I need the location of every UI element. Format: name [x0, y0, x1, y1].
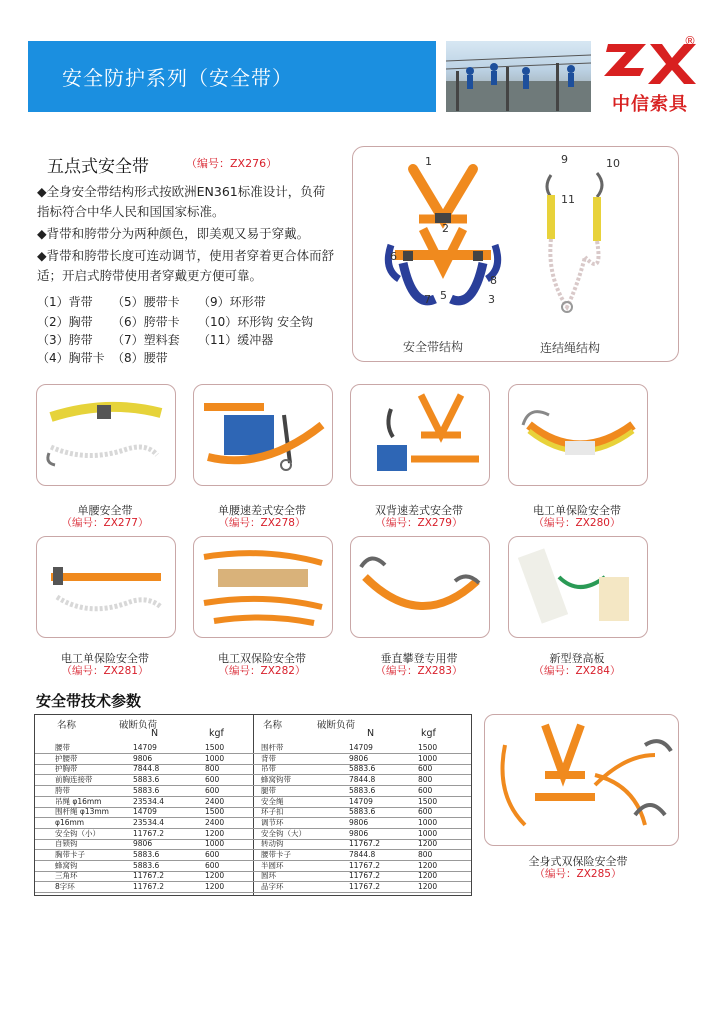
- table-cell-kgf: 1000: [418, 828, 438, 838]
- part-item: （6）胯带卡: [112, 315, 180, 329]
- product-name: 双背速差式安全带: [375, 504, 463, 517]
- page-title: 安全防护系列（安全带）: [62, 66, 293, 90]
- callout-label: 7: [424, 293, 431, 306]
- product-image-card: [350, 384, 490, 486]
- table-cell-kgf: 1000: [205, 839, 225, 849]
- table-cell-kgf: 600: [418, 807, 433, 817]
- spec-table: [34, 714, 472, 896]
- table-cell-name: 胸带卡子: [55, 850, 85, 859]
- table-cell-kgf: 2400: [205, 817, 225, 827]
- table-cell-kgf: 800: [418, 850, 433, 859]
- table-cell-kgf: 1500: [205, 743, 225, 752]
- table-cell-kgf: 1200: [418, 882, 438, 892]
- table-cell-kgf: 600: [418, 764, 433, 774]
- table-cell-kgf: 1200: [418, 871, 438, 881]
- table-cell-name: 圆环: [261, 871, 276, 881]
- table-header-load: 破断负荷: [317, 720, 356, 731]
- table-cell-name: 调节环: [261, 817, 284, 827]
- table-row: [35, 818, 471, 829]
- table-cell-kgf: 1200: [418, 839, 438, 849]
- table-cell-n: 5883.6: [133, 785, 160, 795]
- product-name: 单腰安全带: [77, 504, 133, 517]
- table-cell-kgf: 800: [418, 775, 433, 785]
- table-cell-n: 9806: [133, 753, 153, 763]
- table-cell-n: 11767.2: [133, 871, 165, 881]
- table-row: [35, 871, 471, 882]
- part-item: （8）腰带: [112, 351, 168, 365]
- table-cell-name: 半圆环: [261, 860, 284, 870]
- product-image-card: [193, 384, 333, 486]
- table-cell-n: 9806: [133, 839, 153, 849]
- table-cell-name: 蜂窝钩带: [261, 775, 291, 785]
- table-cell-name: 胯带: [55, 785, 70, 795]
- product-name: 单腰速差式安全带: [218, 504, 306, 517]
- table-header-name: 名称: [263, 720, 283, 731]
- product-code: （编号：ZX284）: [533, 665, 621, 677]
- table-cell-n: 7844.8: [349, 850, 376, 859]
- callout-label: 11: [561, 193, 575, 206]
- part-item: （2）胸带: [37, 315, 93, 329]
- table-cell-n: 23534.4: [133, 817, 165, 827]
- part-item: （3）胯带: [37, 333, 93, 347]
- callout-label: 5: [440, 289, 447, 302]
- table-row: [35, 797, 471, 808]
- part-item: （5）腰带卡: [112, 295, 180, 309]
- table-cell-n: 9806: [349, 753, 369, 763]
- table-cell-kgf: 1200: [205, 871, 225, 881]
- table-row: [35, 807, 471, 818]
- feature-paragraph: ◆背带和胯带长度可连动调节，使用者穿着更合体而舒适；开启式胯带使用者穿戴更方便可靠。: [37, 248, 335, 283]
- featured-image-card: [484, 714, 679, 846]
- table-cell-n: 11767.2: [349, 860, 381, 870]
- product-code: （编号：ZX283）: [375, 665, 463, 677]
- table-cell-name: φ16mm: [55, 817, 85, 827]
- product-image-card: [508, 536, 648, 638]
- part-item: （9）环形带: [198, 295, 266, 309]
- table-cell-n: 5883.6: [133, 860, 160, 870]
- table-header-kgf: kgf: [209, 728, 224, 739]
- product-code: （编号：ZX279）: [375, 517, 463, 529]
- table-cell-name: 腰带: [55, 743, 70, 752]
- table-cell-name: 吊绳 φ16mm: [55, 796, 102, 806]
- product-name: 电工单保险安全带: [533, 504, 621, 517]
- table-cell-kgf: 2400: [205, 796, 225, 806]
- product-name: 垂直攀登专用带: [380, 652, 458, 665]
- callout-label: 3: [488, 293, 495, 306]
- table-cell-n: 9806: [349, 817, 369, 827]
- table-cell-name: 安全钩（大）: [261, 828, 306, 838]
- table-row: [35, 775, 471, 786]
- table-cell-n: 11767.2: [133, 828, 165, 838]
- part-item: （7）塑料套: [112, 333, 180, 347]
- callout-label: 2: [442, 222, 449, 235]
- product-code: （编号：ZX281）: [61, 665, 149, 677]
- table-cell-name: 环子扣: [261, 807, 284, 817]
- table-cell-n: 7844.8: [133, 764, 160, 774]
- table-cell-name: 护腰带: [55, 753, 78, 763]
- table-row: [35, 754, 471, 765]
- part-item: （1）背带: [37, 295, 93, 309]
- table-row: [35, 850, 471, 861]
- structure-panel: [352, 146, 679, 362]
- table-cell-n: 14709: [133, 743, 157, 752]
- table-title: 安全带技术参数: [36, 692, 142, 710]
- table-row: [35, 786, 471, 797]
- table-cell-n: 7844.8: [349, 775, 376, 785]
- table-cell-kgf: 600: [418, 785, 433, 795]
- table-cell-n: 5883.6: [133, 850, 160, 859]
- table-cell-kgf: 1200: [205, 828, 225, 838]
- table-cell-name: 腿带: [261, 785, 276, 795]
- product-code: （编号：ZX282）: [218, 665, 306, 677]
- table-cell-n: 9806: [349, 828, 369, 838]
- callout-label: 1: [425, 155, 432, 168]
- table-cell-n: 11767.2: [349, 839, 381, 849]
- diagram-caption: 连结绳结构: [540, 341, 601, 355]
- table-cell-kgf: 1200: [418, 860, 438, 870]
- product-image-card: [350, 536, 490, 638]
- table-cell-kgf: 1000: [418, 753, 438, 763]
- table-row: [35, 829, 471, 840]
- callout-label: 9: [561, 153, 568, 166]
- table-cell-n: 14709: [349, 743, 373, 752]
- table-cell-name: 围杆带: [261, 743, 284, 752]
- part-item: （4）胸带卡: [37, 351, 105, 365]
- table-cell-kgf: 600: [205, 850, 220, 859]
- product-name: 新型登高板: [549, 652, 605, 665]
- product-name: 全身式双保险安全带: [528, 855, 628, 868]
- table-cell-kgf: 1500: [418, 743, 438, 752]
- table-cell-kgf: 1500: [418, 796, 438, 806]
- table-cell-name: 安全绳: [261, 796, 284, 806]
- table-cell-n: 11767.2: [349, 882, 381, 892]
- lanyard-diagram: [537, 167, 617, 317]
- feature-paragraph: ◆全身安全带结构形式按欧洲EN361标准设计，负荷指标符合中华人民和国国家标准。: [37, 184, 326, 219]
- table-cell-name: 围杆绳 φ13mm: [55, 807, 109, 817]
- product-name: 电工双保险安全带: [218, 652, 306, 665]
- table-cell-kgf: 1200: [205, 882, 225, 892]
- table-header-n: N: [367, 728, 375, 739]
- product-code: （编号：ZX277）: [61, 517, 149, 529]
- table-cell-name: 背带: [261, 753, 276, 763]
- product-image-card: [508, 384, 648, 486]
- table-cell-n: 5883.6: [349, 785, 376, 795]
- table-cell-name: 自锁钩: [55, 839, 78, 849]
- feature-paragraph: ◆背带和胯带分为两种颜色，即美观又易于穿戴。: [37, 226, 310, 241]
- part-item: （11）缓冲器: [198, 333, 274, 347]
- product-code: （编号：ZX280）: [533, 517, 621, 529]
- table-header-n: N: [151, 728, 159, 739]
- callout-label: 8: [490, 274, 497, 287]
- header-photo: [446, 41, 591, 112]
- table-row: [35, 743, 471, 754]
- table-cell-kgf: 1500: [205, 807, 225, 817]
- table-cell-n: 5883.6: [349, 807, 376, 817]
- product-image-card: [193, 536, 333, 638]
- table-cell-name: 腰带卡子: [261, 850, 291, 859]
- table-cell-n: 11767.2: [349, 871, 381, 881]
- product-title: 五点式安全带: [47, 157, 149, 177]
- table-cell-name: 蜂窝钩: [55, 860, 78, 870]
- table-header-kgf: kgf: [421, 728, 436, 739]
- table-cell-name: 护胸带: [55, 764, 78, 774]
- table-cell-n: 14709: [349, 796, 373, 806]
- diagram-caption: 安全带结构: [403, 340, 464, 354]
- table-cell-n: 14709: [133, 807, 157, 817]
- table-cell-name: 三角环: [55, 871, 78, 881]
- brand-name: 中信索具: [612, 94, 688, 115]
- table-header-name: 名称: [57, 720, 77, 731]
- table-cell-name: 吊带: [261, 764, 276, 774]
- table-cell-name: 8字环: [55, 882, 75, 892]
- table-cell-name: 品字环: [261, 882, 284, 892]
- product-image-card: [36, 384, 176, 486]
- table-cell-name: 转动钩: [261, 839, 284, 849]
- product-code: （编号：ZX278）: [218, 517, 306, 529]
- callout-label: 10: [606, 157, 620, 170]
- registered-mark: ®: [684, 34, 696, 48]
- table-row: [35, 882, 471, 893]
- product-name: 电工单保险安全带: [61, 652, 149, 665]
- part-item: （10）环形钩 安全钩: [198, 315, 314, 329]
- table-cell-name: 前胸连接带: [55, 775, 93, 785]
- table-cell-kgf: 800: [205, 764, 220, 774]
- table-header-load: 破断负荷: [119, 720, 158, 731]
- table-row: [35, 764, 471, 775]
- table-cell-kgf: 1000: [205, 753, 225, 763]
- product-code: （编号：ZX276）: [186, 157, 278, 170]
- product-code: （编号：ZX285）: [534, 868, 622, 880]
- product-image-card: [36, 536, 176, 638]
- table-cell-n: 23534.4: [133, 796, 165, 806]
- table-cell-name: 安全钩（小）: [55, 828, 100, 838]
- table-row: [35, 839, 471, 850]
- table-cell-n: 5883.6: [349, 764, 376, 774]
- table-cell-kgf: 600: [205, 775, 220, 785]
- callout-label: 6: [390, 250, 397, 263]
- table-row: [35, 861, 471, 872]
- table-cell-n: 11767.2: [133, 882, 165, 892]
- table-cell-kgf: 1000: [418, 817, 438, 827]
- table-cell-kgf: 600: [205, 860, 220, 870]
- table-cell-n: 5883.6: [133, 775, 160, 785]
- table-cell-kgf: 600: [205, 785, 220, 795]
